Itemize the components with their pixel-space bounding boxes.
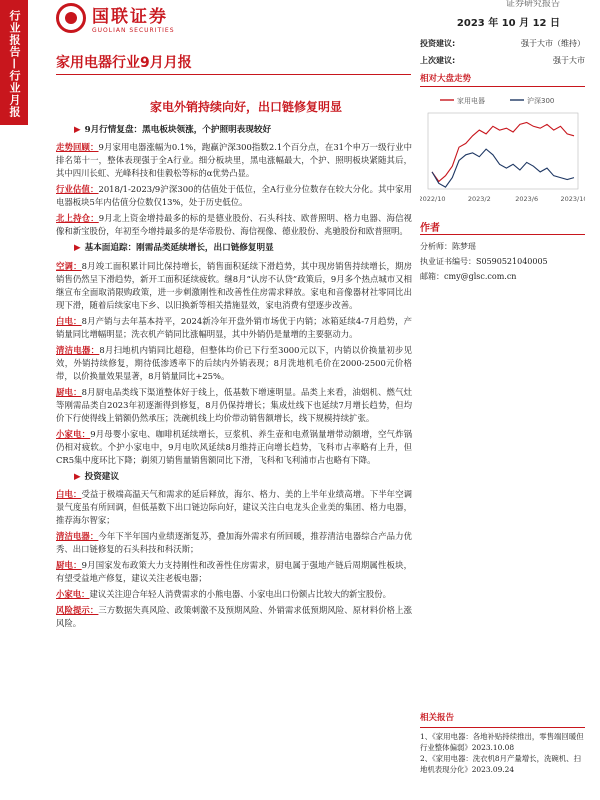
triangle-icon: ▶: [74, 471, 81, 482]
chart-svg: [420, 91, 585, 211]
x-tick-label: 2023/2: [467, 195, 491, 203]
author-heading: 作者: [420, 219, 585, 235]
related-reports: [420, 712, 585, 775]
related-item[interactable]: 2、《家用电器：洗衣机8月产量增长，洗碗机、扫地机表现分化》2023.09.24: [420, 753, 581, 775]
section-heading: ▶ 9月行情复盘：黑电板块领涨，个护照明表现较好: [74, 125, 272, 135]
paragraph: 空调：8月竣工面积累计同比保持增长，销售面积延续下滑趋势，其中现房销售持续增长，期房销售仍然呈下滑趋势，新开工面积延续疲软。继8月“认房不认贷”政策后，9月多个热点城市又相继宣布全面取消限购政策，进一步刺激刚性和改善性住房需求释放。家电和音像器材社零同比出现下滑，随着后续家电下乡、以旧换新等相关措施显效，家电消费有望逐步改善。: [56, 260, 413, 310]
paragraph: 厨电：9月国家发布政策大力支持刚性和改善性住房需求，厨电属于强地产链后周期属性板块，有望受益地产修复，建议关注老板电器；: [56, 560, 413, 584]
paragraph: 厨电：8月厨电品类线下渠道整体好于线上，低基数下增速明显。品类上来看，油烟机、燃气灶等刚需品类自2023年初逐渐得到修复，8月仍保持增长；集成灶线下也延续7月增长趋势，但均价下行使得线上销额仍然承压；洗碗机线上均价带动销售额增长，线下规模持续扩张。: [56, 386, 413, 423]
paragraph: 小家电：建议关注迎合年轻人消费需求的小熊电器、小家电出口份额占比较大的新宝股份。: [56, 589, 391, 600]
related-heading: 相关报告: [420, 712, 585, 728]
paragraph: 北上持仓：9月北上资金增持最多的标的是德业股份、石头科技、欧普照明、格力电器、海信视像和新宝股份，年初至今增持最多的是华帝股份、海信视像、德业股份、兆驰股份和欧普照明。: [56, 213, 412, 237]
category-bar: [0, 0, 28, 125]
left-sidebar: [0, 0, 28, 800]
legend-label: 沪深300: [527, 97, 555, 105]
analyst-email[interactable]: 邮箱：cmy@glsc.com.cn: [420, 272, 517, 282]
x-tick-label: 2023/6: [515, 195, 539, 203]
triangle-icon: ▶: [74, 243, 81, 254]
paragraph: 白电：受益于极端高温天气和需求的延后释放，海尔、格力、美的上半年业绩高增。下半年空调景气度虽有所回调，但低基数下出口链边际向好，建议关注白电龙头企业美的集团、格力电器，推荐海尔智家；: [56, 489, 412, 526]
title-divider: [56, 74, 411, 75]
rating-row: 投资建议: 强于大市（维持）: [420, 39, 585, 48]
paragraph: 风险提示：三方数据失真风险、政策刺激不及预期风险、外销需求低预期风险、原材料价格上涨风险。: [56, 605, 413, 629]
logo-name-cn: 国联证券: [92, 7, 168, 27]
chart-title: 相对大盘走势: [420, 72, 585, 87]
logo-icon: [56, 3, 86, 33]
rating-row: 上次建议: 强于大市: [420, 56, 585, 65]
main-content: [56, 120, 412, 633]
category-label: 行业报告—行业月报: [8, 10, 21, 118]
section-heading: ▶ 基本面追踪：刚需品类延续增长，出口链修复明显: [74, 243, 274, 254]
relative-performance-chart: [420, 91, 585, 211]
section-heading: ▶ 投资建议: [74, 471, 119, 482]
license-number: 执业证书编号：S0590521040005: [420, 257, 548, 267]
side-panel: [420, 38, 585, 285]
paragraph: 走势回顾：9月家用电器涨幅为0.1%，跑赢沪深300指数2.1个百分点，在31个申万一级行业中排名第十一，整体表现强于全A行业。细分板块里，黑电涨幅最大，个护、照明板块紧随其后，其中四川长虹、光峰科技和佳毅松等标的α优势凸显。: [56, 142, 412, 179]
paragraph: 行业估值：2018/1-2023/9沪深300的估值处于低位，全A行业分位数存在较大分化。其中家用电器板块5年内估值分位数仅13%，处于历史低位。: [56, 184, 412, 208]
report-date: 2023 年 10 月 12 日: [456, 18, 560, 29]
triangle-icon: ▶: [74, 125, 81, 135]
series-line: [432, 149, 574, 187]
paragraph: 清洁电器：8月扫地机内销同比超稳，但整体均价已下行至3000元以下，内销以价换量初步见效，外销持续修复，期待低渗透率下的后续内外销表现；8月洗地机毛价在2000-2500元价格带，以价换量效果显著，8月销量同比+25%。: [56, 344, 413, 381]
x-tick-label: 2022/10: [420, 195, 446, 203]
company-logo: [56, 2, 175, 34]
report-subtitle: 家电外销持续向好，出口链修复明显: [150, 100, 343, 114]
logo-name-en: GUOLIAN SECURITIES: [92, 27, 175, 34]
x-tick-label: 2023/10: [560, 195, 585, 203]
paragraph: 白电：8月产销与去年基本持平，2024新冷年开盘外销市场优于内销；冰箱延续4-7月趋势，产销量同比增幅明显；洗衣机产销同比涨幅明显，其中外销仍是量增的主要驱动力。: [56, 315, 412, 339]
report-type: 证券研究报告: [505, 0, 560, 9]
series-line: [432, 123, 574, 182]
chart-frame: [428, 113, 578, 189]
paragraph: 小家电：9月母婴小家电、咖啡机延续增长，豆浆机、养生壶和电煮锅量增带动额增，空气炸锅仍相对疲软。个护小家电中，9月电吹风延续8月维持正向增长趋势，飞科市占率略有上升，但CR5集中度环比下降；剃须刀销售量销售额同比下滑，飞科和飞利浦市占也略有下降。: [56, 428, 413, 465]
analyst-name: 分析师：陈梦瑶: [420, 242, 476, 251]
legend-label: 家用电器: [457, 97, 485, 105]
related-item[interactable]: 1、《家用电器：各地补贴持续推出，零售端回暖但行业整体偏弱》2023.10.08: [420, 731, 584, 752]
paragraph: 清洁电器：今年下半年国内业绩逐渐复苏，叠加海外需求有所回暖，推荐清洁电器综合产品力优秀、出口链修复的石头科技和科沃斯；: [56, 531, 413, 555]
report-title: 家用电器行业9月月报: [56, 55, 192, 71]
